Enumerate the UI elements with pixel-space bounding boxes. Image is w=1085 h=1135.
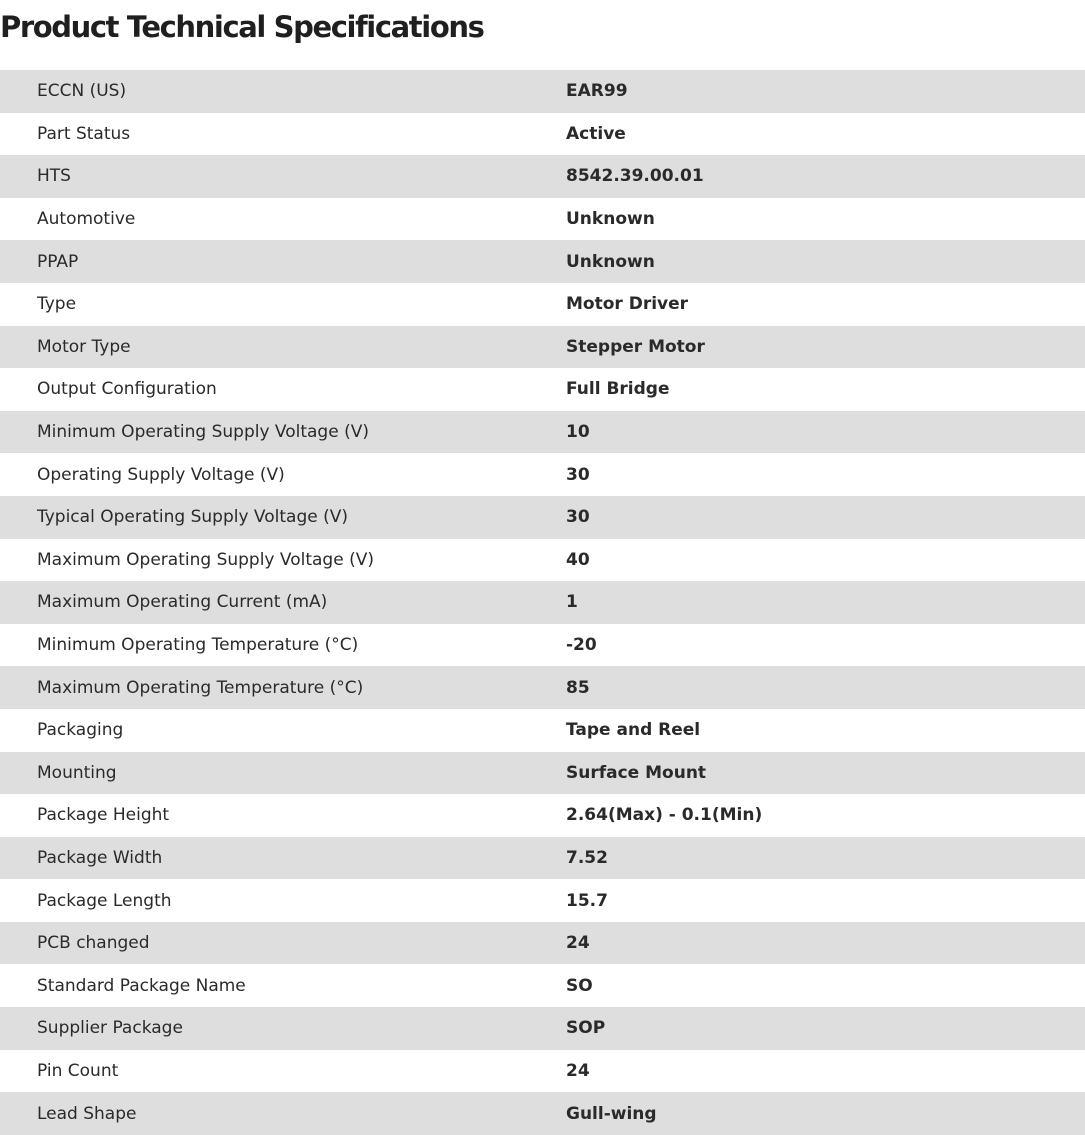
spec-row-max-temperature [0,666,1085,709]
spec-row-hts [0,155,1085,198]
spec-value: -20 [566,635,597,656]
spec-label: Standard Package Name [37,975,246,996]
spec-value: Unknown [566,251,655,272]
spec-value: 7.52 [566,847,608,868]
spec-label: Minimum Operating Supply Voltage (V) [37,422,369,443]
spec-row-output-configuration [0,368,1085,411]
spec-value: Unknown [566,209,655,230]
spec-row-package-length [0,879,1085,922]
spec-value: 40 [566,549,590,570]
spec-table [0,70,1085,1135]
spec-value: Full Bridge [566,379,670,400]
spec-label: Package Length [37,890,172,911]
spec-label: Part Status [37,123,131,144]
spec-row-max-current [0,581,1085,624]
spec-label: Maximum Operating Temperature (°C) [37,677,364,698]
spec-row-eccn [0,70,1085,113]
spec-label: Minimum Operating Temperature (°C) [37,635,359,656]
spec-label: Pin Count [37,1060,119,1081]
spec-label: Operating Supply Voltage (V) [37,464,285,485]
spec-row-pcb-changed [0,922,1085,965]
spec-label: ECCN (US) [37,81,127,102]
spec-row-min-supply-voltage [0,411,1085,454]
spec-row-motor-type [0,326,1085,369]
spec-row-automotive [0,198,1085,241]
spec-row-packaging [0,709,1085,752]
spec-row-standard-package-name [0,964,1085,1007]
spec-label: Type [37,294,77,315]
spec-value: 2.64(Max) - 0.1(Min) [566,805,763,826]
spec-row-min-temperature [0,624,1085,667]
spec-row-pin-count [0,1050,1085,1093]
spec-label: Output Configuration [37,379,217,400]
spec-value: 30 [566,464,590,485]
spec-label: Package Height [37,805,170,826]
page-title: Product Technical Specifications [0,10,484,44]
spec-row-package-width [0,837,1085,880]
spec-label: PPAP [37,251,79,272]
spec-row-lead-shape [0,1092,1085,1135]
spec-value: 1 [566,592,578,613]
spec-label: Packaging [37,720,124,741]
spec-row-typical-supply-voltage [0,496,1085,539]
spec-label: HTS [37,166,71,187]
spec-value: Stepper Motor [566,336,705,357]
spec-label: Supplier Package [37,1018,183,1039]
spec-label: Mounting [37,762,117,783]
spec-row-package-height [0,794,1085,837]
spec-label: Package Width [37,847,163,868]
spec-value: Gull-wing [566,1103,657,1124]
spec-label: Maximum Operating Supply Voltage (V) [37,549,374,570]
spec-label: Automotive [37,209,136,230]
spec-row-supplier-package [0,1007,1085,1050]
spec-label: Typical Operating Supply Voltage (V) [37,507,348,528]
spec-row-type [0,283,1085,326]
spec-value: Tape and Reel [566,720,701,741]
spec-value: Active [566,123,626,144]
spec-value: 24 [566,1060,590,1081]
spec-label: Motor Type [37,336,131,357]
spec-value: SO [566,975,593,996]
spec-row-ppap [0,240,1085,283]
spec-value: EAR99 [566,81,628,102]
spec-value: 8542.39.00.01 [566,166,704,187]
spec-label: Lead Shape [37,1103,137,1124]
spec-value: 30 [566,507,590,528]
spec-value: 85 [566,677,590,698]
spec-row-supply-voltage [0,453,1085,496]
spec-label: Maximum Operating Current (mA) [37,592,328,613]
spec-row-mounting [0,752,1085,795]
spec-value: 24 [566,933,590,954]
spec-row-part-status [0,113,1085,156]
spec-value: Motor Driver [566,294,689,315]
spec-value: Surface Mount [566,762,707,783]
spec-value: 10 [566,422,590,443]
spec-label: PCB changed [37,933,150,954]
spec-value: SOP [566,1018,606,1039]
spec-value: 15.7 [566,890,608,911]
spec-row-max-supply-voltage [0,539,1085,582]
